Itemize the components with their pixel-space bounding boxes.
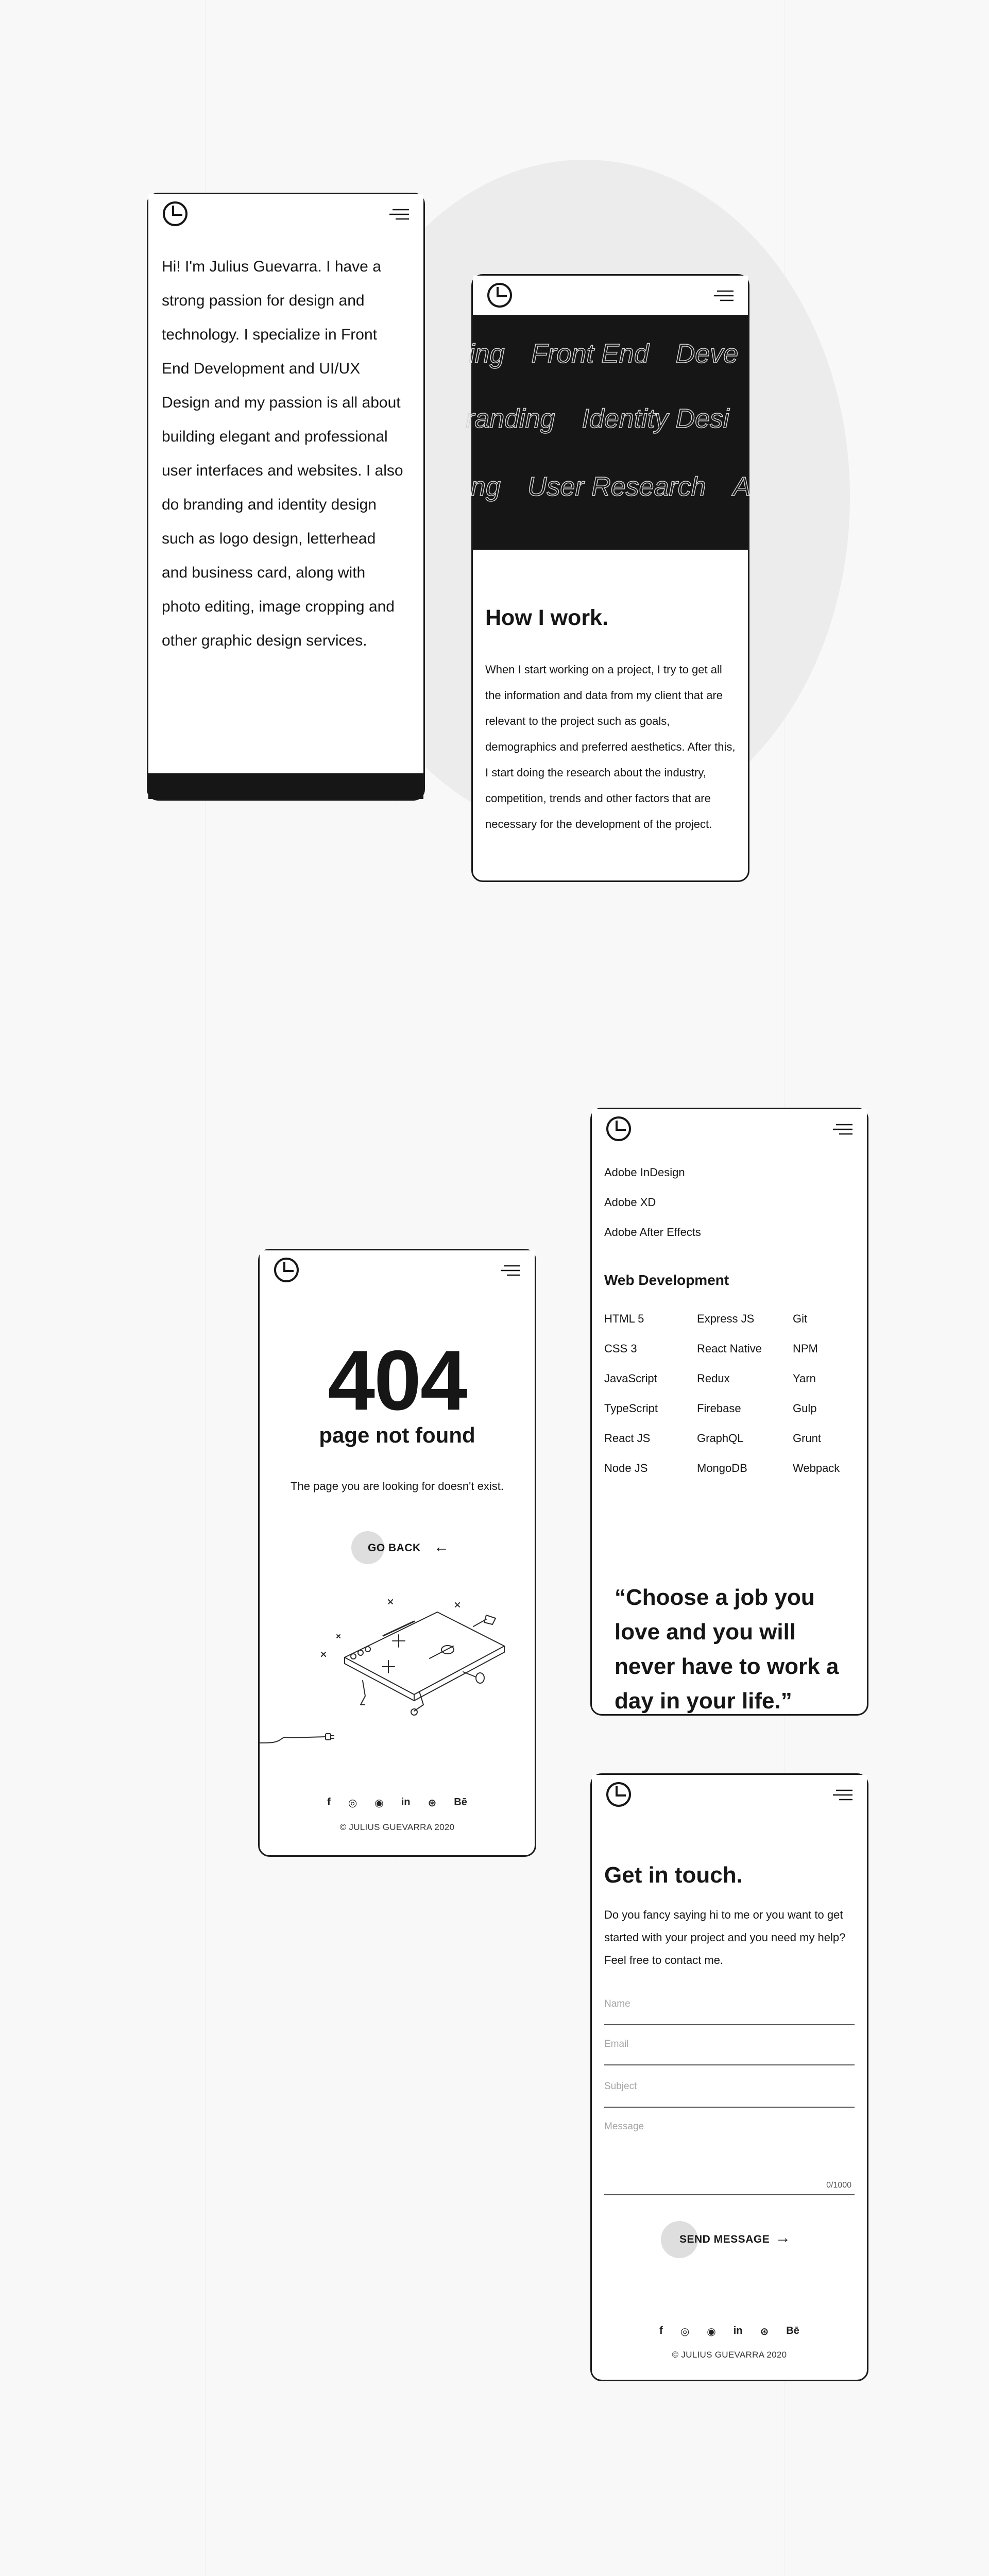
marquee-word: ng <box>471 472 501 502</box>
subject-field <box>604 2081 855 2108</box>
section-title: How I work. <box>485 605 608 630</box>
behance-icon[interactable]: Bē <box>454 1797 467 1808</box>
message-textarea[interactable] <box>604 2121 855 2166</box>
behance-icon[interactable]: Bē <box>786 2325 799 2336</box>
skill-item: Git <box>793 1312 808 1325</box>
skill-item: Redux <box>697 1372 730 1385</box>
marquee-row <box>469 338 765 369</box>
arrow-left-icon: ← <box>434 1538 449 1555</box>
logo-icon[interactable] <box>604 1114 633 1143</box>
hamburger-menu-icon[interactable] <box>714 288 735 303</box>
hamburger-menu-icon[interactable] <box>501 1263 521 1278</box>
top-bar <box>148 194 423 233</box>
dribbble-icon[interactable]: ⊛ <box>428 1798 437 1809</box>
marquee-row <box>471 471 777 502</box>
hamburger-menu-icon[interactable] <box>389 207 410 222</box>
send-message-label: SEND MESSAGE <box>679 2233 770 2245</box>
marquee-row <box>466 403 756 434</box>
logo-icon[interactable] <box>604 1780 633 1809</box>
github-icon[interactable]: ◉ <box>707 2326 716 2337</box>
logo-icon[interactable] <box>161 199 190 228</box>
logo-icon[interactable] <box>485 281 514 310</box>
broken-device-illustration <box>260 1585 535 1766</box>
instagram-icon[interactable]: ◎ <box>680 2326 690 2337</box>
copyright: © JULIUS GUEVARRA 2020 <box>339 1822 455 1832</box>
skill-item: MongoDB <box>697 1462 747 1475</box>
skill-item: Node JS <box>604 1462 648 1475</box>
email-input[interactable] <box>604 2039 855 2050</box>
facebook-icon[interactable]: f <box>327 1797 331 1808</box>
marquee-word: User Research <box>527 472 706 502</box>
hamburger-menu-icon[interactable] <box>833 1122 854 1137</box>
social-links <box>592 2325 867 2338</box>
skill-item: React JS <box>604 1432 651 1445</box>
top-bar <box>473 276 748 315</box>
linkedin-icon[interactable]: in <box>401 1797 411 1808</box>
services-marquee <box>466 313 751 550</box>
marquee-word: randing <box>466 404 555 434</box>
skill-item: CSS 3 <box>604 1342 637 1355</box>
marquee-word: Front End <box>531 339 649 369</box>
marquee-word: Identity Desi <box>582 404 729 434</box>
error-message: The page you are looking for doesn't exist. <box>291 1480 504 1493</box>
subject-input[interactable] <box>604 2081 855 2092</box>
contact-screen <box>590 1773 868 2381</box>
skill-item: JavaScript <box>604 1372 657 1385</box>
message-field <box>604 2121 855 2195</box>
name-input[interactable] <box>604 1998 855 2010</box>
skill-item: Yarn <box>793 1372 816 1385</box>
skill-item: Gulp <box>793 1402 817 1415</box>
skill-item: Firebase <box>697 1402 741 1415</box>
how-i-work-text: When I start working on a project, I try to get all the information and data from my client that are relevant to the project such as goals, demographics and preferred aesthetics. After this, I start doing the research about the industry, competition, trends and other factors that are necessary for the development of the project. <box>485 663 736 831</box>
skill-item: GraphQL <box>697 1432 744 1445</box>
design-tool-item: Adobe InDesign <box>604 1166 685 1179</box>
top-bar <box>260 1250 535 1290</box>
copyright: © JULIUS GUEVARRA 2020 <box>672 2350 787 2360</box>
marquee-word: A <box>732 472 751 502</box>
send-message-button[interactable] <box>661 2221 805 2258</box>
quote-text: “Choose a job you love and you will never have to work a day in your life.” <box>615 1585 839 1714</box>
linkedin-icon[interactable]: in <box>733 2325 743 2336</box>
github-icon[interactable]: ◉ <box>374 1798 384 1809</box>
email-field <box>604 2039 855 2065</box>
hamburger-menu-icon[interactable] <box>833 1787 854 1803</box>
error-code: 404 <box>328 1333 467 1428</box>
dribbble-icon[interactable]: ⊛ <box>760 2326 769 2337</box>
character-counter: 0/1000 <box>826 2181 851 2190</box>
top-bar <box>592 1109 867 1148</box>
top-bar <box>592 1775 867 1814</box>
section-title: Web Development <box>604 1272 729 1288</box>
go-back-button[interactable] <box>351 1531 454 1564</box>
page-title: Get in touch. <box>604 1862 743 1888</box>
go-back-label: GO BACK <box>368 1542 421 1554</box>
skills-screen <box>590 1108 868 1716</box>
skill-item: Grunt <box>793 1432 822 1445</box>
facebook-icon[interactable]: f <box>659 2325 663 2336</box>
not-found-screen <box>258 1249 536 1857</box>
instagram-icon[interactable]: ◎ <box>348 1798 357 1809</box>
social-links <box>260 1797 535 1809</box>
marquee-word: Deve <box>675 339 739 369</box>
name-field <box>604 1998 855 2025</box>
skill-item: HTML 5 <box>604 1312 644 1325</box>
arrow-right-icon: → <box>775 2229 791 2246</box>
logo-icon[interactable] <box>272 1256 301 1284</box>
about-text: Hi! I'm Julius Guevarra. I have a strong passion for design and technology. I specialize in Front End Development and UI/UX Design and my passion is all about building elegant and professional user interfaces and websites. I also do branding and identity design such as logo design, letterhead and business card, along with photo editing, image cropping and other graphic design services. <box>162 258 403 649</box>
design-tool-item: Adobe XD <box>604 1196 656 1209</box>
how-i-work-screen <box>466 274 751 882</box>
skill-item: TypeScript <box>604 1402 658 1415</box>
about-screen <box>147 193 425 801</box>
marquee-word: ing <box>469 339 505 369</box>
dark-footer-strip <box>148 773 423 799</box>
skill-item: Express JS <box>697 1312 755 1325</box>
design-tool-item: Adobe After Effects <box>604 1226 701 1239</box>
error-title: page not found <box>319 1423 475 1447</box>
skill-item: NPM <box>793 1342 818 1355</box>
contact-intro: Do you fancy saying hi to me or you want to get started with your project and you need my help? Feel free to contact me. <box>604 1908 846 1967</box>
skill-item: Webpack <box>793 1462 840 1475</box>
skill-item: React Native <box>697 1342 762 1355</box>
